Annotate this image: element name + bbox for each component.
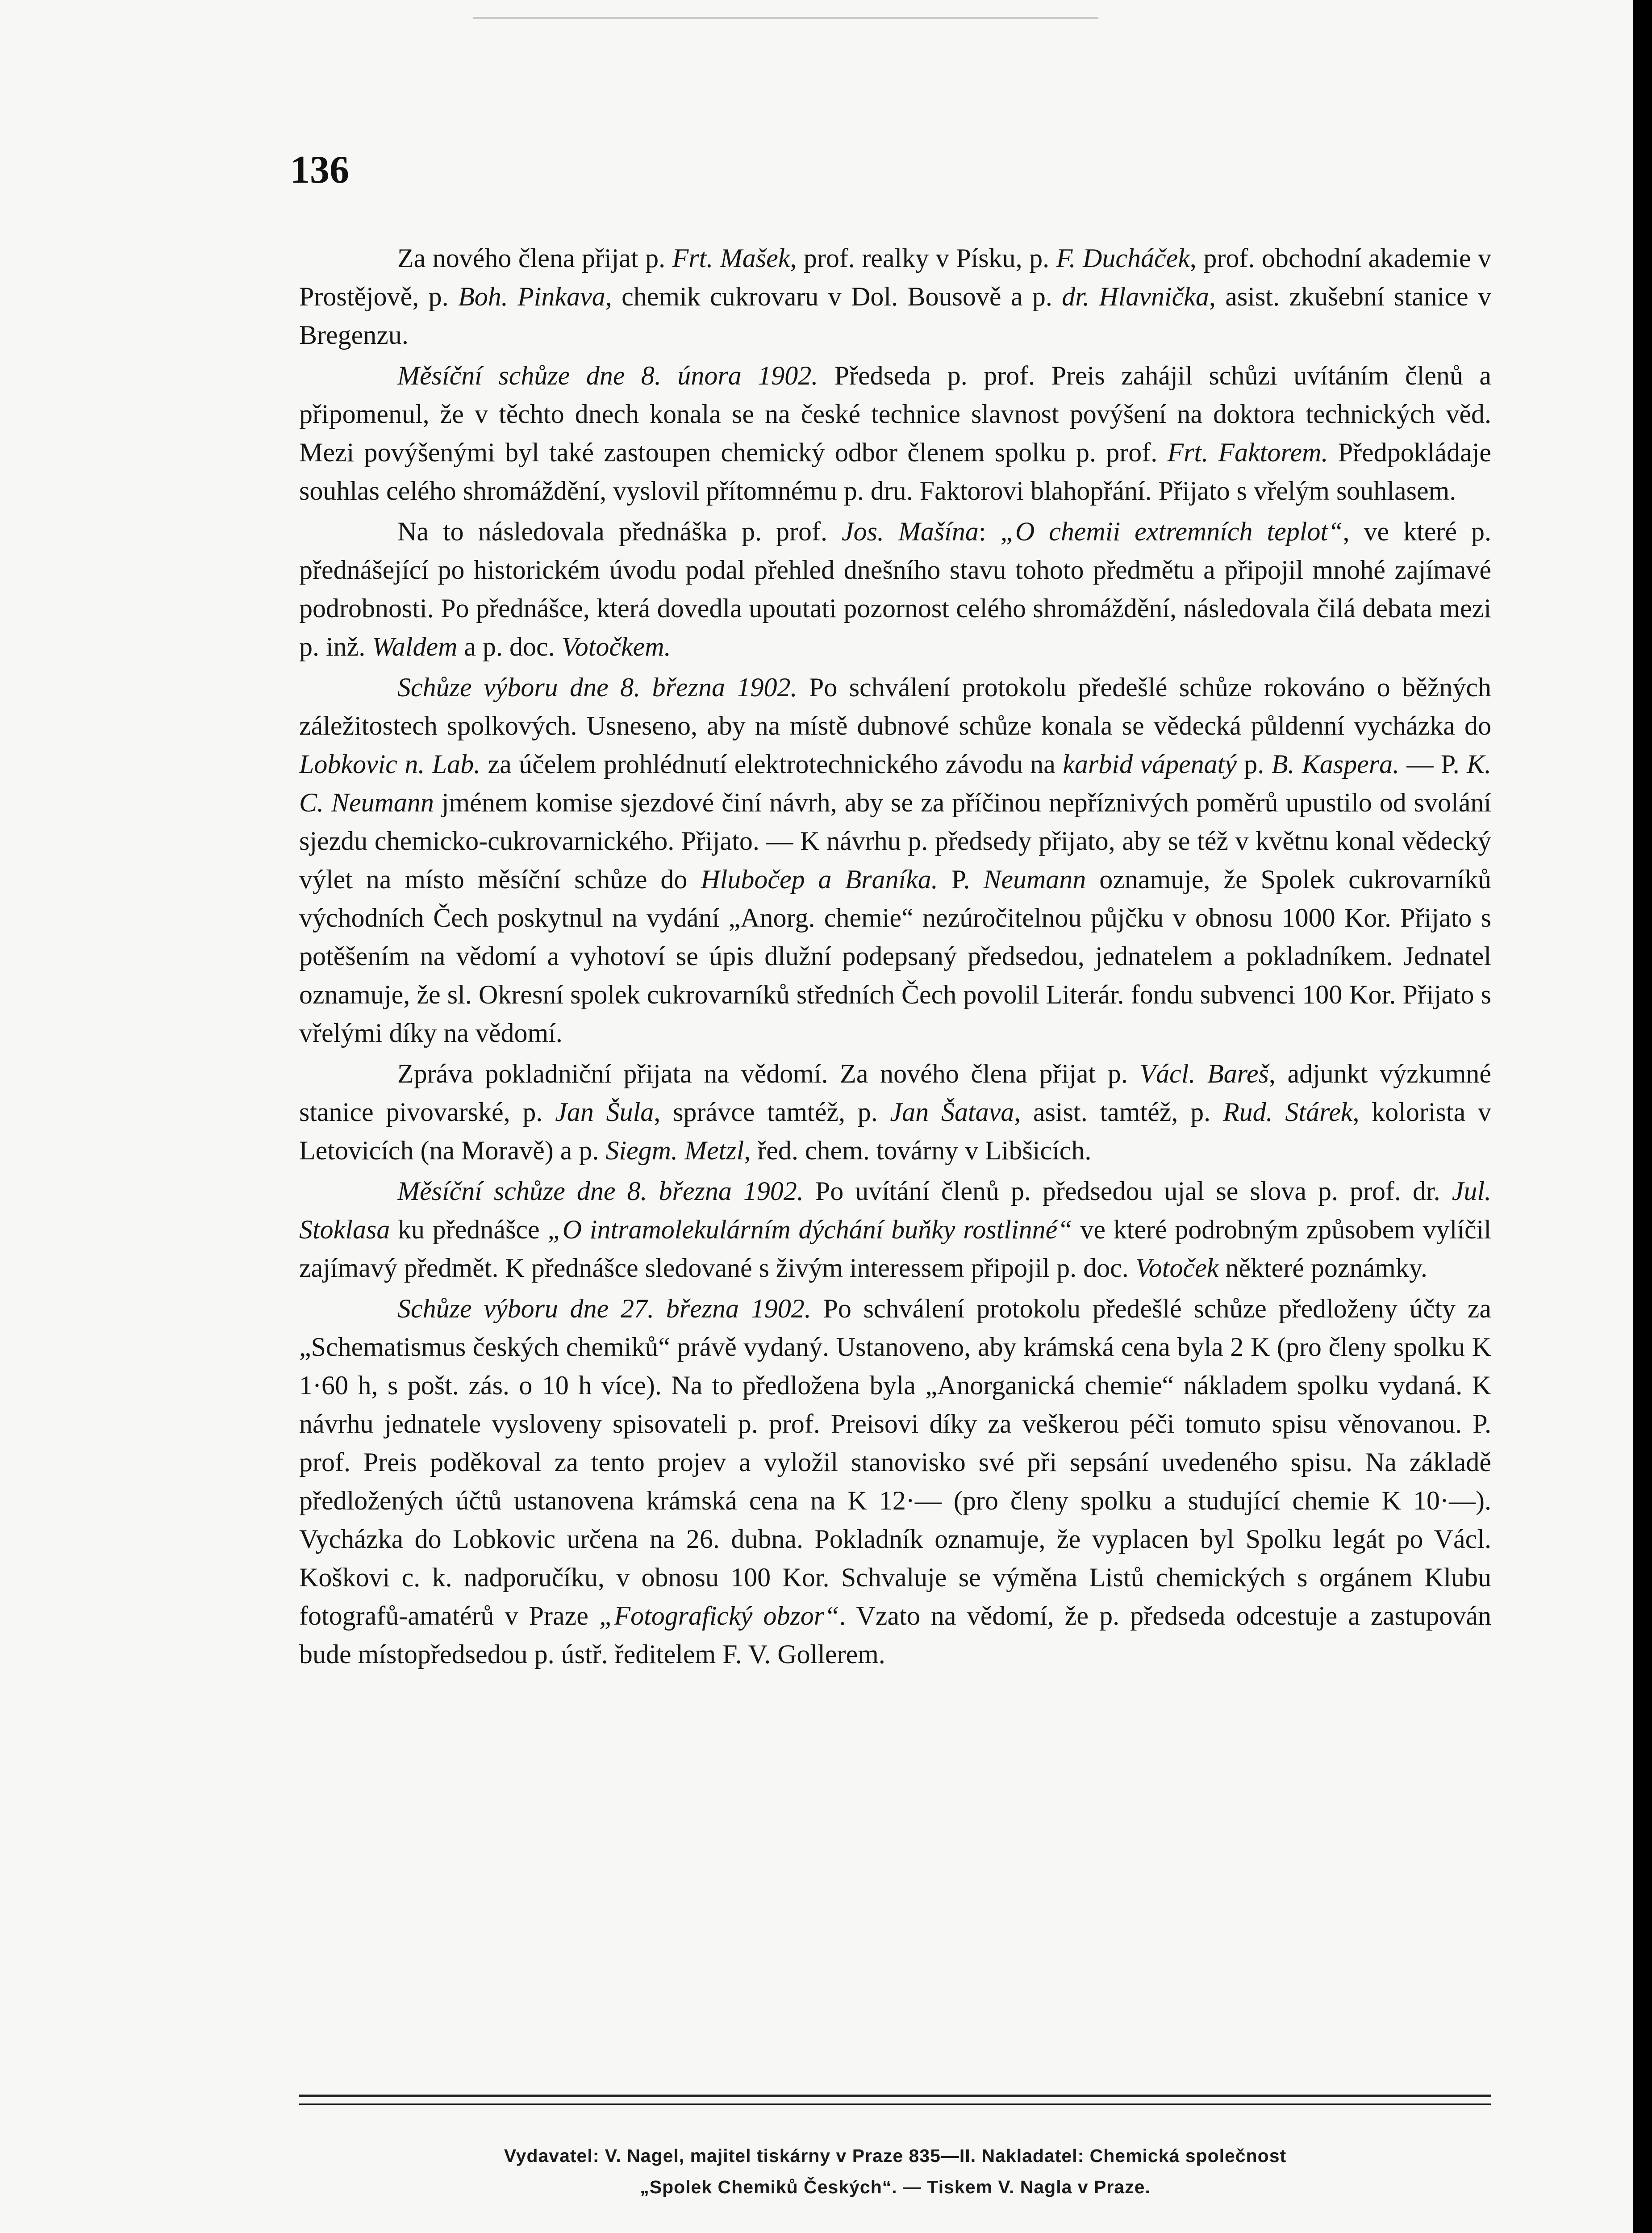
footer-rule-thin [299,2103,1491,2105]
text-run: , ve které p. přednášející po historickém úvodu podal přehled dnešního stavu tohoto předmětu a připojil mnohé zajímavé podrobnosti. Po přednášce, která dovedla upoutati pozornost celého shromáždění, následovala čilá debata mezi p. inž. [299,517,1491,661]
text-run: , chemik cukrovaru v Dol. Bousově a p. [605,282,1062,311]
text-run: Po schválení protokolu předešlé schůze předloženy účty za „Schematismus českých chemiků“ právě vydaný. Ustanoveno, aby krámská cena byla 2 K (pro členy spolku K 1·60 h, s pošt. zás. o 10 h více). Na to předložena byla „Anorganická chemie“ nákladem spolku vydaná. K návrhu jednatele vysloveny spisovateli p. prof. Preisovi díky za veškerou péči tomuto spisu věnovanou. P. prof. Preis poděkoval za tento projev a vyložil stanovisko své při sepsání uvedeného spisu. Na základě předložených účtů ustanovena krámská cena na K 12·— (pro členy spolku a studující chemie K 10·—). Vycházka do Lobkovic určena na 26. dubna. Pokladník oznamuje, že vyplacen byl Spolku legát po Václ. Koškovi c. k. nadporučíku, v obnosu 100 Kor. Schvaluje se výměna Listů chemických s orgánem Klubu fotografů-amatérů v Praze [299,1294,1491,1631]
body-text [299,239,1491,1673]
paragraph [299,356,1491,510]
text-run: , správce tamtéž, p. [654,1097,890,1127]
italic-text-run: Jul. Stoklasa [299,1176,1491,1244]
text-run: Na to následovala přednáška p. prof. [397,517,842,546]
page-number: 136 [290,148,349,192]
italic-text-run: dr. Hlavnička [1062,282,1209,311]
paragraph [299,512,1491,666]
paragraph [299,1054,1491,1170]
italic-text-run: Jan Šula [555,1097,654,1127]
text-run: a p. doc. [457,632,562,661]
text-run: ku přednášce [390,1215,548,1244]
text-run: , prof. obchodní akademie v Prostějově, p. [299,243,1492,311]
text-run: Za nového člena přijat p. [397,243,672,273]
italic-text-run: Měsíční schůze dne 8. února 1902. [397,361,818,390]
text-run: . Vzato na vědomí, že p. předseda odcestuje a zastupován bude místopředsedou p. ústř. ředitelem F. V. Gollerem. [299,1601,1491,1669]
italic-text-run: Votoček [1135,1253,1219,1283]
italic-text-run: „O intramolekulárním dýchání buňky rostlinné“ [547,1215,1072,1244]
italic-text-run: Václ. Bareš [1139,1059,1269,1088]
text-run: p. [1236,749,1272,779]
italic-text-run: „O chemii extremních teplot“ [1000,517,1343,546]
text-run: za účelem prohlédnutí elektrotechnického závodu na [480,749,1063,779]
text-run: , kolorista v Letovicích (na Moravě) a p. [299,1097,1491,1165]
italic-text-run: karbid vápenatý [1063,749,1237,779]
paragraph [299,1172,1491,1287]
paragraph [299,1289,1491,1673]
italic-text-run: Schůze výboru dne 8. března 1902. [397,673,797,702]
text-run: , adjunkt výzkumné stanice pivovarské, p. [299,1059,1491,1127]
italic-text-run: Siegm. Metzl [605,1136,744,1165]
text-run: , asist. zkušební stanice v Bregenzu. [299,282,1491,350]
text-run: Předseda p. prof. Preis zahájil schůzi uvítáním členů a připomenul, že v těchto dnech konala se na české technice slavnost povýšení na doktora technických věd. Mezi povýšenými byl také zastoupen chemický odbor členem spolku p. prof. [299,361,1492,467]
italic-text-run: F. Ducháček [1056,243,1190,273]
text-run: Zpráva pokladniční přijata na vědomí. Za nového člena přijat p. [397,1059,1140,1088]
scan-edge-mark [473,0,1098,19]
italic-text-run: Jos. Mašína [841,517,979,546]
italic-text-run: Rud. Stárek [1222,1097,1353,1127]
text-run: Po schválení protokolu předešlé schůze rokováno o běžných záležitostech spolkových. Usneseno, aby na místě dubnové schůze konala se vědecká půldenní vycházka do [299,673,1491,740]
footer-rule-thick [299,2095,1491,2097]
paragraph [299,668,1491,1052]
italic-text-run: Votočkem. [561,632,671,661]
italic-text-run: Měsíční schůze dne 8. března 1902. [397,1176,804,1206]
italic-text-run: Jan Šatava [890,1097,1014,1127]
text-run: , řed. chem. továrny v Libšicích. [744,1136,1092,1165]
text-run: Po uvítání členů p. předsedou ujal se slova p. prof. dr. [803,1176,1452,1206]
italic-text-run: Boh. Pinkava [458,282,605,311]
italic-text-run: Hlubočep a Braníka. [701,865,938,894]
italic-text-run: Schůze výboru dne 27. března 1902. [397,1294,811,1323]
text-run: — P. [1399,749,1467,779]
text-run: některé poznámky. [1218,1253,1427,1283]
text-run: Předpokládaje souhlas celého shromáždění, vyslovil přítomnému p. dru. Faktorovi blahopřání. Přijato s vřelým souhlasem. [299,438,1491,506]
italic-text-run: Frt. Mašek [672,243,790,273]
italic-text-run: Waldem [372,632,458,661]
italic-text-run: Neumann [983,865,1086,894]
text-run: jménem komise sjezdové činí návrh, aby se za příčinou nepříznivých poměrů upustilo od svolání sjezdu chemicko-cukrovarnického. Přijato. — K návrhu p. předsedy přijato, aby se též v květnu konal vědecký výlet na místo měsíční schůze do [299,788,1492,894]
imprint-line-2: „Spolek Chemiků Českých“. — Tiskem V. Nagla v Praze. [640,2177,1151,2197]
text-run: : [978,517,1001,546]
italic-text-run: B. Kaspera. [1271,749,1400,779]
text-run: , asist. tamtéž, p. [1014,1097,1223,1127]
imprint [299,2140,1491,2203]
italic-text-run: Lobkovic n. Lab. [299,749,481,779]
text-run: oznamuje, že Spolek cukrovarníků východních Čech poskytnul na vydání „Anorg. chemie“ nezúročitelnou půjčku v obnosu 1000 Kor. Přijato s potěšením na vědomí a vyhotoví se úpis dlužní podepsaný předsedou, jednatelem a pokladníkem. Jednatel oznamuje, že sl. Okresní spolek cukrovarníků středních Čech povolil Literár. fondu subvenci 100 Kor. Přijato s vřelými díky na vědomí. [299,865,1492,1048]
italic-text-run: „Fotografický obzor“ [599,1601,839,1631]
imprint-line-1: Vydavatel: V. Nagel, majitel tiskárny v Praze 835—II. Nakladatel: Chemická společnost [504,2145,1287,2166]
italic-text-run: K. C. Neumann [299,749,1492,817]
text-run: ve které podrobným způsobem vylíčil zajímavý předmět. K přednášce sledované s živým interessem připojil p. doc. [299,1215,1491,1283]
italic-text-run: Frt. Faktorem. [1167,438,1328,467]
text-run: , prof. realky v Písku, p. [790,243,1056,273]
paragraph [299,239,1491,354]
text-run: P. [938,865,984,894]
